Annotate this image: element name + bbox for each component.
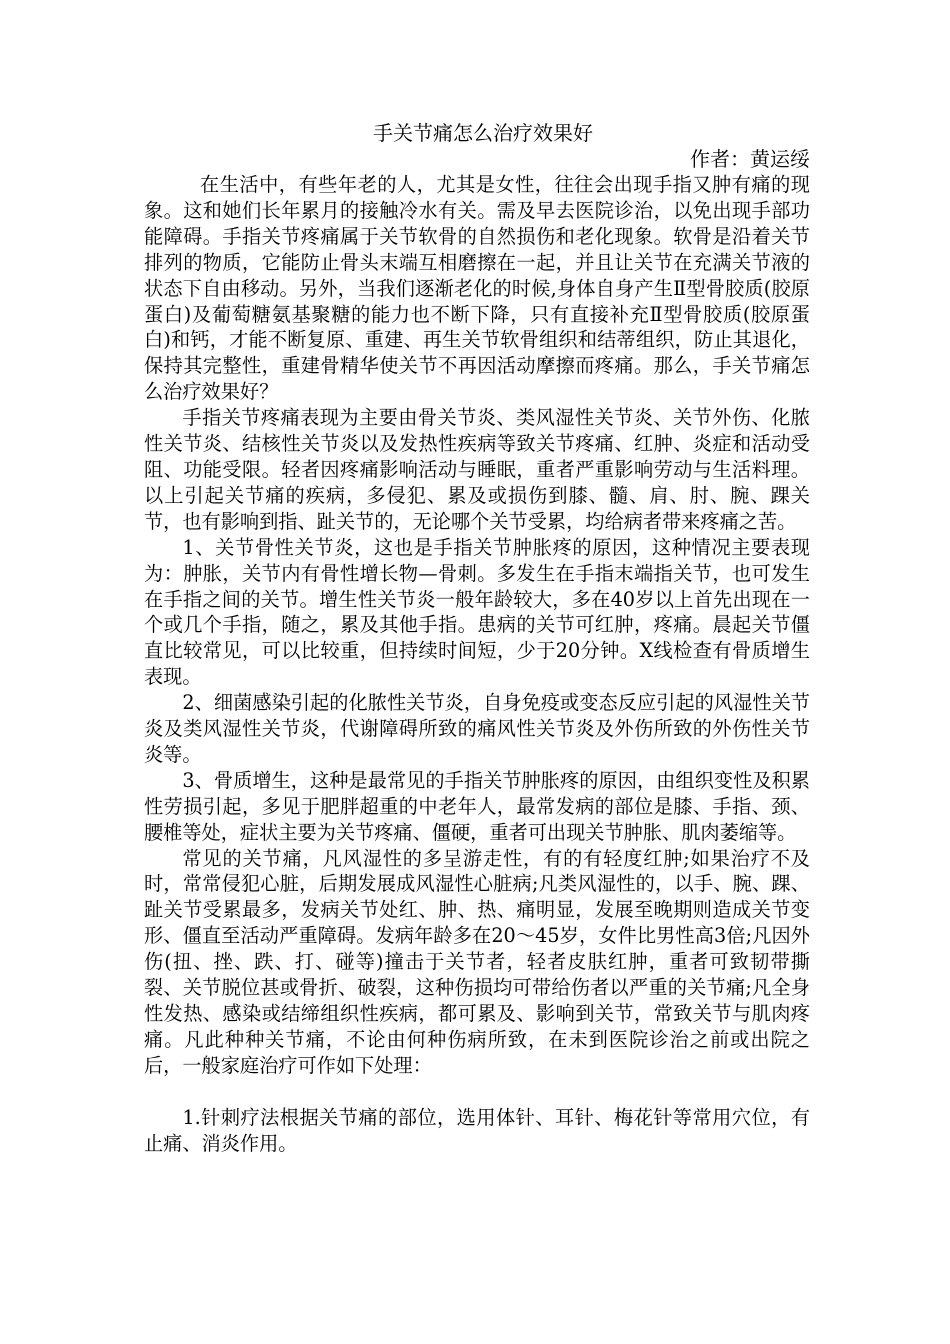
paragraph-common-pain: 常见的关节痛，凡风湿性的多呈游走性，有的有轻度红肿;如果治疗不及时，常常侵犯心脏，后期发展成风湿性心脏病;凡类风湿性的，以手、腕、踝、趾关节受累最多，发病关节处红、肿、热、痛明显，发展至晚期则造成关节变形、僵直至活动严重障碍。发病年龄多在20～45岁，女件比男性高3倍;凡因外伤(扭、挫、跌、打、碰等)撞击于关节者，轻者皮肤红肿，重者可致韧带撕裂、关节脱位甚或骨折、破裂，这种伤损均可带给伤者以严重的关节痛;凡全身性发热、感染或结缔组织性疾病，都可累及、影响到关节，常致关节与肌肉疼痛。凡此种种关节痛，不论由何种伤病所致，在未到医院诊治之前或出院之后，一般家庭治疗可作如下处理： xyxy=(144,846,810,1077)
paragraph-spacer xyxy=(144,1079,810,1105)
document-title: 手关节痛怎么治疗效果好 xyxy=(373,121,593,145)
document-author: 作者：黄运绥 xyxy=(690,147,810,171)
document-page xyxy=(144,120,810,1157)
paragraph-cause-1: 1、关节骨性关节炎，这也是手指关节肿胀疼的原因，这种情况主要表现为：肿胀，关节内有骨性增长物—骨刺。多发生在手指末端指关节，也可发生在手指之间的关节。增生性关节炎一般年龄较大，多在40岁以上首先出现在一个或几个手指，随之，累及其他手指。患病的关节可红肿，疼痛。晨起关节僵直比较常见，可以比较重，但持续时间短，少于20分钟。X线检查有骨质增生表现。 xyxy=(144,535,810,689)
paragraph-intro: 在生活中，有些年老的人，尤其是女性，往往会出现手指又肿有痛的现象。这和她们长年累月的接触冷水有关。需及早去医院诊治，以免出现手部功能障碍。手指关节疼痛属于关节软骨的自然损伤和老化现象。软骨是沿着关节排列的物质，它能防止骨头末端互相磨擦在一起，并且让关节在充满关节液的状态下自由移动。另外，当我们逐渐老化的时候,身体自身产生Ⅱ型骨胶质(胶原蛋白)及葡萄糖氨基聚糖的能力也不断下降，只有直接补充Ⅱ型骨胶质(胶原蛋白)和钙，才能不断复原、重建、再生关节软骨组织和结蒂组织，防止其退化，保持其完整性，重建骨精华使关节不再因活动摩擦而疼痛。那么，手关节痛怎么治疗效果好？ xyxy=(144,173,810,404)
paragraph-symptoms: 手指关节疼痛表现为主要由骨关节炎、类风湿性关节炎、关节外伤、化脓性关节炎、结核性关节炎以及发热性疾病等致关节疼痛、红肿、炎症和活动受阻、功能受限。轻者因疼痛影响活动与睡眠，重者严重影响劳动与生活料理。以上引起关节痛的疾病，多侵犯、累及或损伤到膝、髓、肩、肘、腕、踝关节，也有影响到指、趾关节的，无论哪个关节受累，均给病者带来疼痛之苦。 xyxy=(144,406,810,533)
paragraph-cause-3: 3、骨质增生，这种是最常见的手指关节肿胀疼的原因，由组织变性及积累性劳损引起，多见于肥胖超重的中老年人，最常发病的部位是膝、手指、颈、腰椎等处，症状主要为关节疼痛、僵硬，重者可出现关节肿胀、肌肉萎缩等。 xyxy=(144,768,810,844)
paragraph-treatment-1: 1.针刺疗法根据关节痛的部位，选用体针、耳针、梅花针等常用穴位，有止痛、消炎作用。 xyxy=(144,1105,810,1155)
paragraph-cause-2: 2、细菌感染引起的化脓性关节炎，自身免疫或变态反应引起的风湿性关节炎及类风湿性关节炎，代谢障碍所致的痛风性关节炎及外伤所致的外伤性关节炎等。 xyxy=(144,691,810,766)
